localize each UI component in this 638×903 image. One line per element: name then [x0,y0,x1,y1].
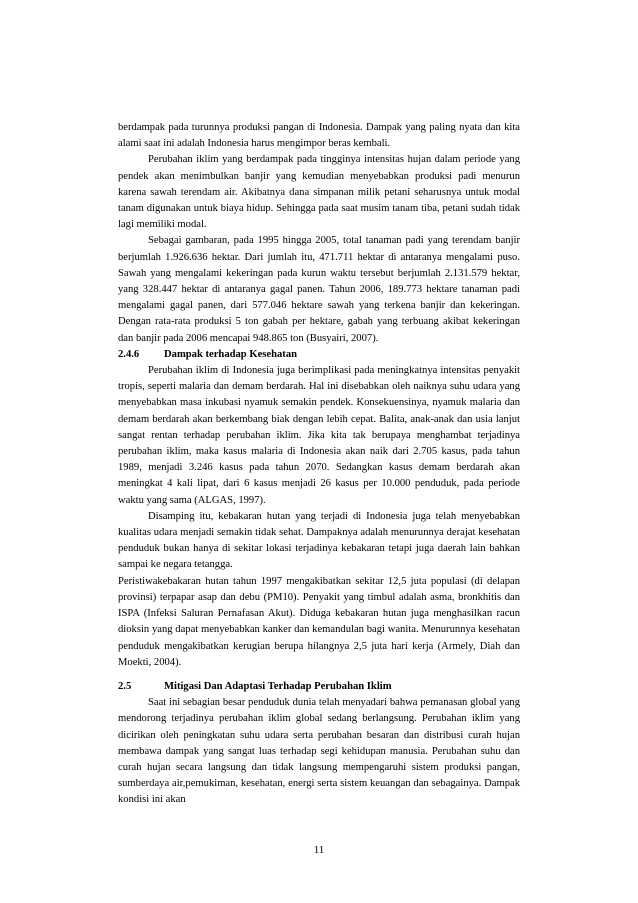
paragraph: Saat ini sebagian besar penduduk dunia telah menyadari bahwa pemanasan global yang mendorong terjadinya perubahan iklim global sedang berlangsung. Perubahan iklim yang dicirikan oleh peningkatan suhu udara serta perubahan besaran dan distribusi curah hujan membawa dampak yang sangat luas terhadap segi kehidupan manusia. Perubahan suhu dan curah hujan secara langsung dan tidak langsung mempengaruhi sistem produksi pangan, sumberdaya air,pemukiman, kesehatan, energi serta sistem keuangan dan sebagainya. Dampak kondisi ini akan [118,697,520,806]
paragraph: Peristiwakebakaran hutan tahun 1997 mengakibatkan sekitar 12,5 juta populasi (di delapan provinsi) terpapar asap dan debu (PM10). Penyakit yang timbul adalah asma, bronkhitis dan ISPA (Infeksi Saluran Pernafasan Akut). Diduga kebakaran hutan juga menghasilkan racun dioksin yang dapat menyebabkan kanker dan kemandulan bagi wanita. Menurunnya kesehatan penduduk mengakibatkan kerugian berupa hilangnya 2,5 juta hari kerja (Armely, Diah dan Moekti, 2004). [118,575,520,668]
body-text [118,120,520,809]
paragraph: Disamping itu, kebakaran hutan yang terjadi di Indonesia juga telah menyebabkan kualitas udara menjadi semakin tidak sehat. Dampaknya adalah menurunnya derajat kesehatan penduduk bukan hanya di sekitar lokasi terjadinya kebakaran tetapi juga daerah lain bahkan sampai ke negara tetangga. [118,510,520,571]
section-heading-2-4-6 [118,347,520,363]
section-heading-2-5 [118,679,520,695]
paragraph: Perubahan iklim yang berdampak pada tingginya intensitas hujan dalam periode yang pendek akan menimbulkan banjir yang kemudian menyebabkan produksi padi menurun karena sawah terendam air. Akibatnya dana simpanan milik petani seharusnya untuk modal tanam digunakan untuk biaya hidup. Sehingga pada saat musim tanam tiba, petani sudah tidak lagi memiliki modal. [118,154,520,231]
section-title: Dampak terhadap Kesehatan [164,348,298,360]
section-number: 2.4.6 [118,348,140,360]
paragraph: berdampak pada turunnya produksi pangan di Indonesia. Dampak yang paling nyata dan kita alami saat ini adalah Indonesia harus mengimpor beras kembali. [118,122,520,150]
page-number: 11 [313,844,325,856]
section-number: 2.5 [118,680,132,692]
section-title: Mitigasi Dan Adaptasi Terhadap Perubahan Iklim [164,680,392,692]
paragraph: Sebagai gambaran, pada 1995 hingga 2005, total tanaman padi yang terendam banjir berjumlah 1.926.636 hektar. Dari jumlah itu, 471.711 hektar di antaranya mengalami puso. Sawah yang mengalami kekeringan pada kurun waktu tersebut berjumlah 2.131.579 hektar, yang 328.447 hektar di antaranya gagal panen. Tahun 2006, 189.773 hektare tanaman padi mengalami gagal panen, dari 577.046 hektare sawah yang terkena banjir dan kekeringan. Dengan rata-rata produksi 5 ton gabah per hektare, gabah yang terbuang akibat kekeringan dan banjir pada 2006 mencapai 948.865 ton (Busyairi, 2007). [118,235,520,344]
paragraph: Perubahan iklim di Indonesia juga berimplikasi pada meningkatnya intensitas penyakit tropis, seperti malaria dan demam berdarah. Hal ini disebabkan oleh naiknya suhu udara yang menyebabkan masa inkubasi nyamuk semakin pendek. Konsekuensinya, nyamuk malaria dan demam berdarah akan berkembang biak dengan lebih cepat. Balita, anak-anak dan usia lanjut sangat rentan terhadap perubahan iklim. Jika kita tak berupaya menghambat terjadinya perubahan iklim, maka kasus malaria di Indonesia akan naik dari 2.705 kasus, pada tahun 1989, menjadi 3.246 kasus pada tahun 2070. Sedangkan kasus demam berdarah akan meningkat 4 kali lipat, dari 6 kasus menjadi 26 kasus per 10.000 penduduk, pada periode waktu yang sama (ALGAS, 1997). [118,365,520,506]
